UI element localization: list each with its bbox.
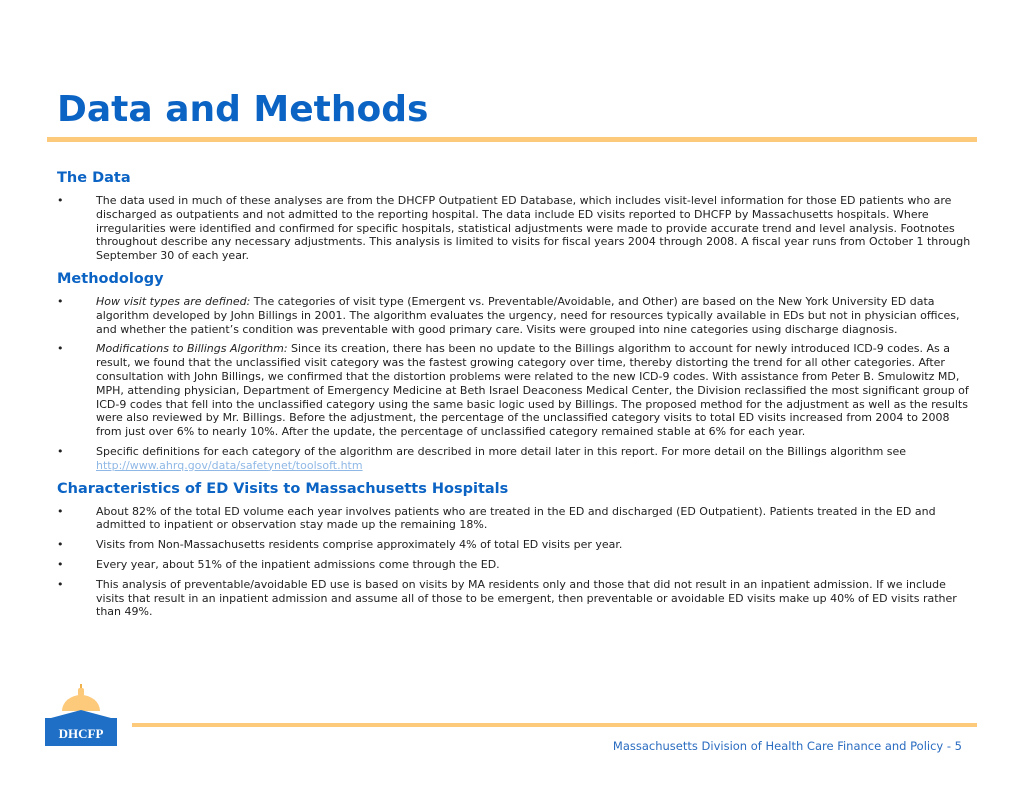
bullet-text: The data used in much of these analyses are from the DHCFP Outpatient ED Database, which includes visit-level information for those ED patients who are discharged as outpatients and not admitted to the reporting hospital. The data include ED visits reported to DHCFP by Massachusetts hospitals. Where irregularities were identified and confirmed for specific hospitals, statistical adjustments were made to provide accurate trend and level analysis. Footnotes throughout describe any necessary adjustments. This analysis is limited to visits for fiscal years 2004 through 2008. A fiscal year runs from October 1 through September 30 of each year. bbox=[96, 194, 971, 263]
list-item bbox=[57, 538, 972, 552]
logo-text: DHCFP bbox=[58, 726, 104, 741]
content-body bbox=[57, 168, 972, 625]
bullet-lead: How visit types are defined: bbox=[96, 294, 251, 308]
list-item bbox=[57, 295, 972, 336]
logo-spire bbox=[80, 684, 82, 688]
section-heading-methodology: Methodology bbox=[57, 270, 164, 287]
list-item bbox=[57, 558, 972, 572]
bullet-icon: • bbox=[57, 342, 64, 356]
bullet-icon: • bbox=[57, 557, 64, 571]
section-heading-the-data: The Data bbox=[57, 170, 131, 186]
bullet-icon: • bbox=[57, 577, 64, 591]
list-item bbox=[57, 342, 972, 439]
title-divider bbox=[47, 137, 977, 142]
page-footer: Massachusetts Division of Health Care Finance and Policy - 5 bbox=[612, 739, 962, 753]
the-data-list bbox=[57, 194, 972, 263]
bullet-icon: • bbox=[57, 444, 64, 458]
logo-pediment bbox=[51, 710, 111, 718]
bullet-text: About 82% of the total ED volume each year involves patients who are treated in the ED and discharged (ED Outpatient). Patients treated in the ED and admitted to inpatient or observation stay made up the remaining 18%. bbox=[96, 504, 936, 532]
bullet-text: This analysis of preventable/avoidable ED use is based on visits by MA residents only and those that did not result in an inpatient admission. If we include visits that result in an inpatient admission and assume all of those to be emergent, then preventable or avoidable ED visits make up 40% of ED visits rather than 49%. bbox=[96, 577, 957, 619]
section-heading-characteristics: Characteristics of ED Visits to Massachusetts Hospitals bbox=[57, 480, 509, 497]
bullet-icon: • bbox=[57, 538, 64, 552]
bullet-text: Specific definitions for each category of the algorithm are described in more detail later in this report. For more detail on the Billings algorithm see bbox=[96, 444, 907, 458]
page-title: Data and Methods bbox=[57, 89, 429, 130]
methodology-list bbox=[57, 295, 972, 473]
footer-divider bbox=[132, 723, 977, 727]
ahrq-link[interactable]: http://www.ahrq.gov/data/safetynet/toolsoft.htm bbox=[96, 458, 363, 472]
characteristics-list bbox=[57, 505, 972, 620]
bullet-icon: • bbox=[57, 194, 64, 207]
bullet-text: Since its creation, there has been no update to the Billings algorithm to account for newly introduced ICD-9 codes. As a result, we found that the unclassified visit category was the fastest growing category over time, thereby distorting the trend for all other categories. After consultation with John Billings, we confirmed that the distortion problems were related to the new ICD-9 codes. With assistance from Peter B. Smulowitz MD, MPH, attending physician, Department of Emergency Medicine at Beth Israel Deaconess Medical Center, the Division reclassified the most significant group of ICD-9 codes that fell into the unclassified category using the same basic logic used by Billings. The proposed method for the adjustment as well as the results were also reviewed by Mr. Billings. Before the adjustment, the percentage of the unclassified category visits to total ED visits increased from 2004 to 2008 from just over 6% to nearly 10%. After the update, the percentage of unclassified category remained stable at 6% for each year. bbox=[96, 342, 969, 439]
list-item bbox=[57, 505, 972, 533]
bullet-text: Every year, about 51% of the inpatient admissions come through the ED. bbox=[96, 557, 500, 571]
list-item bbox=[57, 194, 972, 263]
list-item bbox=[57, 578, 972, 619]
bullet-text: Visits from Non-Massachusetts residents comprise approximately 4% of total ED visits per year. bbox=[96, 538, 623, 552]
list-item bbox=[57, 445, 972, 473]
bullet-icon: • bbox=[57, 294, 64, 308]
bullet-lead: Modifications to Billings Algorithm: bbox=[96, 342, 288, 356]
logo-cupola bbox=[78, 688, 84, 696]
dhcfp-logo bbox=[45, 684, 117, 746]
bullet-icon: • bbox=[57, 504, 64, 518]
bullet-text: The categories of visit type (Emergent vs. Preventable/Avoidable, and Other) are based on the New York University ED data algorithm developed by John Billings in 2001. The algorithm evaluates the urgency, need for resources typically available in EDs but not in physician offices, and whether the patient’s condition was preventable with good primary care. Visits were grouped into nine categories using discharge diagnosis. bbox=[96, 294, 960, 336]
logo-dome bbox=[62, 695, 100, 711]
